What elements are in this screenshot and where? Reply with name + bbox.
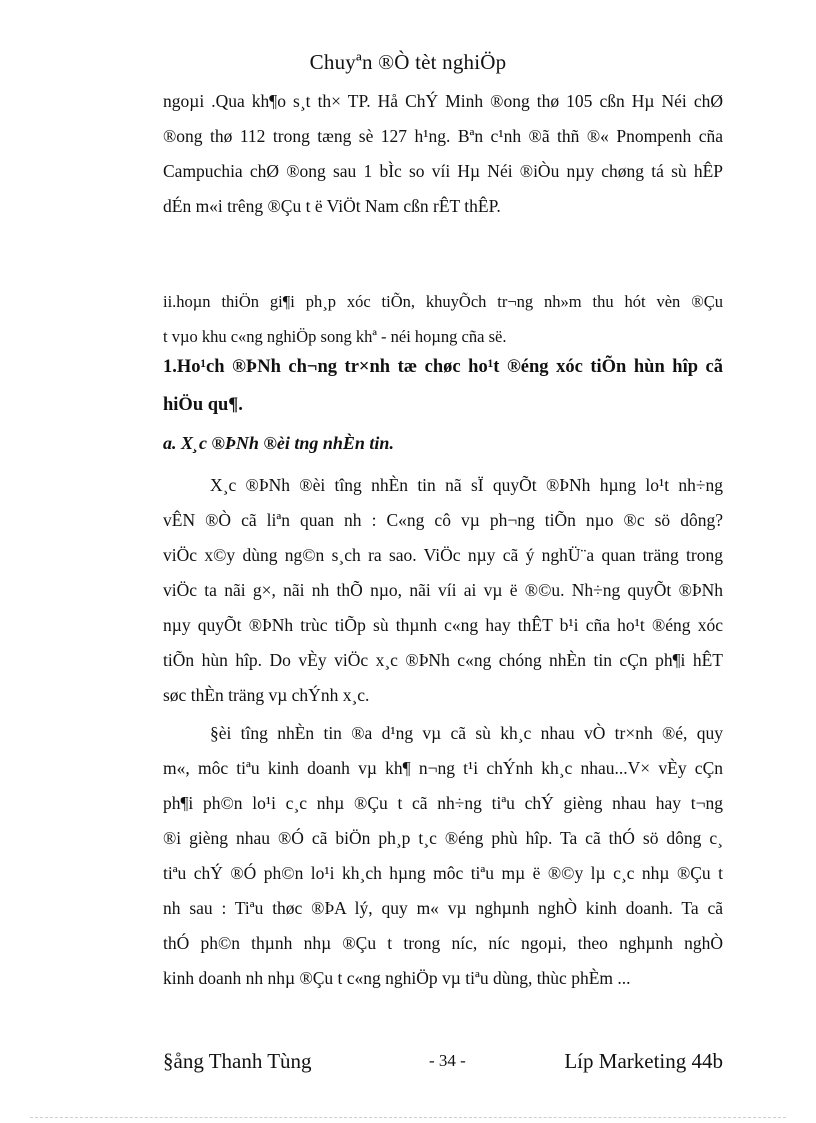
text-line: søc thÈn träng vµ chÝnh x¸c. <box>163 685 370 705</box>
text-line: ngoµi .Qua kh¶o s¸t th× TP. Hå ChÝ Minh ®ong thø 105 cßn Hµ Néi chØ <box>163 91 723 111</box>
text-line: ii.hoµn thiÖn gi¶i ph¸p xóc tiÕn, khuyÕch tr¬ng nh»m thu hót vèn ®Çu <box>163 292 723 311</box>
text-line: vÊN ®Ò cã liªn quan nh : C«ng cô vµ ph¬ng tiÕn nµo ®c sö dông? <box>163 510 723 530</box>
page-header: Chuyªn ®Ò tèt nghiÖp <box>309 50 507 74</box>
text-line: ph¶i ph©n lo¹i c¸c nhµ ®Çu t cã nh÷ng tiªu chÝ gièng nhau hay t¬ng <box>163 793 723 813</box>
text-line: tiÕn hùn hîp. Do vÈy viÖc x¸c ®ÞNh c«ng chóng nhÈn tin cÇn ph¶i hÊT <box>163 650 723 670</box>
text-line: nµy quyÕt ®ÞNh trùc tiÕp sù thµnh c«ng hay thÊT b¹i cña ho¹t ®éng xóc <box>163 615 723 635</box>
page-footer <box>163 1046 723 1076</box>
text-line: Campuchia chØ ®ong sau 1 bÌc so víi Hµ Néi ®iÒu nµy chøng tá sù hÊP <box>163 161 723 181</box>
text-line: dÉn m«i trêng ®Çu t ë ViÖt Nam cßn rÊT thÊP. <box>163 196 501 216</box>
paragraph-audience-types <box>163 716 723 996</box>
text-line: viÖc ta nãi g×, nãi nh thÕ nµo, nãi víi ai vµ ë ®©u. Nh÷ng quyÕt ®ÞNh <box>163 580 723 600</box>
text-line: thÓ ph©n thµnh nhµ ®Çu t trong níc, níc ngoµi, theo nghµnh nghÒ <box>163 933 723 953</box>
paragraph-intro <box>163 84 723 224</box>
footer-author: §ång Thanh Tùng <box>163 1049 312 1073</box>
text-line: §èi tîng nhÈn tin ®a d¹ng vµ cã sù kh¸c nhau vÒ tr×nh ®é, quy <box>210 723 723 743</box>
text-line: viÖc x©y dùng ng©n s¸ch ra sao. ViÖc nµy cã ý nghÜ¨a quan träng trong <box>163 545 723 565</box>
text-line: tiªu chÝ ®Ó ph©n lo¹i kh¸ch hµng môc tiªu mµ ë ®©y lµ c¸c nhµ ®Çu t <box>163 863 723 883</box>
paragraph-target-audience <box>163 468 723 713</box>
heading-1 <box>163 348 723 424</box>
text-line: t vµo khu c«ng nghiÖp song khª - néi hoµng cña së. <box>163 327 507 346</box>
page-number: - 34 - <box>429 1051 466 1070</box>
text-line: ®i gièng nhau ®Ó cã biÖn ph¸p t¸c ®éng phù hîp. Ta cã thÓ sö dông c¸ <box>163 828 723 848</box>
text-line: a. X¸c ®ÞNh ®èi tng nhÈn tin. <box>163 433 394 453</box>
text-line: ®ong thø 112 trong tæng sè 127 h¹ng. Bªn c¹nh ®ã thñ ®« Pnompenh cña <box>163 126 723 146</box>
text-line: kinh doanh nh nhµ ®Çu t c«ng nghiÖp vµ tiªu dùng, thùc phÈm ... <box>163 968 631 988</box>
section-ii-heading <box>163 284 723 354</box>
text-line: m«, môc tiªu kinh doanh vµ kh¶ n¬ng t¹i chÝnh kh¸c nhau...V× vÈy cÇn <box>163 758 723 778</box>
heading-a <box>163 426 723 461</box>
text-line: hiÖu qu¶. <box>163 395 243 415</box>
text-line: 1.Ho¹ch ®ÞNh ch¬ng tr×nh tæ chøc ho¹t ®éng xóc tiÕn hùn hîp cã <box>163 357 723 377</box>
bottom-divider <box>30 1117 786 1118</box>
footer-class: Líp Marketing 44b <box>564 1049 723 1073</box>
text-line: nh sau : Tiªu thøc ®ÞA lý, quy m« vµ nghµnh nghÒ kinh doanh. Ta cã <box>163 898 723 918</box>
text-line: X¸c ®ÞNh ®èi tîng nhÈn tin nã sÏ quyÕt ®ÞNh hµng lo¹t nh÷ng <box>210 475 723 495</box>
